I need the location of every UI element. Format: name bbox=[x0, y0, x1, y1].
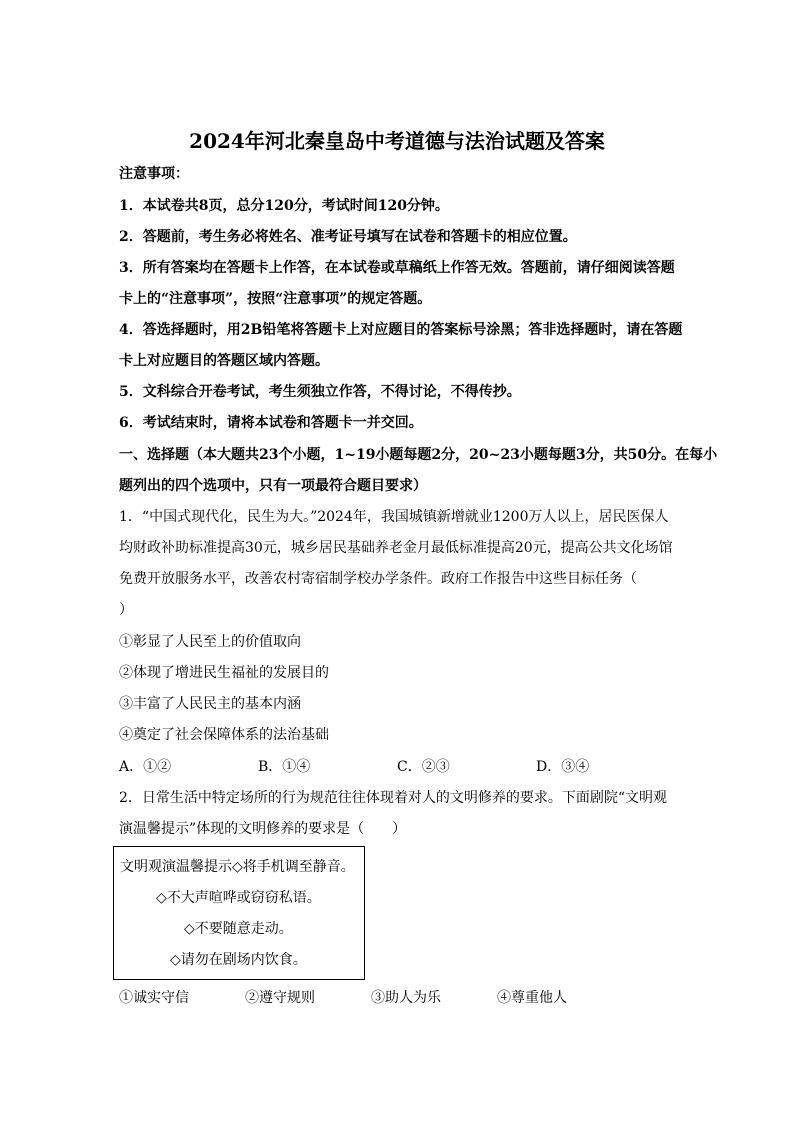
section-heading-cont: 题列出的四个选项中，只有一项最符合题目要求） bbox=[119, 478, 427, 494]
question-1-statement: ③丰富了人民民主的基本内涵 bbox=[119, 696, 301, 712]
question-1-text: ） bbox=[119, 602, 133, 618]
notice-heading: 注意事项： bbox=[119, 166, 189, 182]
notice-item: 2．答题前，考生务必将姓名、准考证号填写在试卷和答题卡的相应位置。 bbox=[119, 229, 577, 245]
notice-item: 1．本试卷共8页，总分120分，考试时间120分钟。 bbox=[119, 198, 449, 214]
notice-item: 卡上对应题目的答题区域内答题。 bbox=[119, 353, 329, 369]
question-1-statement: ①彰显了人民至上的价值取向 bbox=[119, 634, 301, 650]
notice-item: 6．考试结束时，请将本试卷和答题卡一并交回。 bbox=[119, 415, 423, 431]
notice-item: 5．文科综合开卷考试，考生须独立作答，不得讨论，不得传抄。 bbox=[119, 384, 521, 400]
question-1-text: 1．“中国式现代化，民生为大。”2024年，我国城镇新增就业1200万人以上，居民医保人 bbox=[119, 509, 669, 525]
theater-notice-line: ◇请勿在剧场内饮食。 bbox=[170, 952, 307, 968]
question-1-option-d: D．③④ bbox=[536, 759, 590, 775]
question-1-option-c: C．②③ bbox=[397, 759, 450, 775]
notice-item: 3．所有答案均在答题卡上作答，在本试卷或草稿纸上作答无效。答题前，请仔细阅读答题 bbox=[119, 260, 675, 276]
question-2-statement: ④尊重他人 bbox=[497, 990, 567, 1006]
page-title: 2024年河北秦皇岛中考道德与法治试题及答案 bbox=[189, 129, 605, 153]
question-2-text: 演温馨提示”体现的文明修养的要求是（ ） bbox=[119, 821, 407, 837]
question-1-statement: ②体现了增进民生福祉的发展目的 bbox=[119, 665, 329, 681]
question-1-text: 均财政补助标准提高30元，城乡居民基础养老金月最低标准提高20元，提高公共文化场馆 bbox=[119, 540, 673, 556]
theater-notice-line: ◇不要随意走动。 bbox=[184, 921, 293, 937]
theater-notice-line: 文明观演温馨提示◇将手机调至静音。 bbox=[120, 859, 355, 875]
theater-notice-box bbox=[113, 846, 365, 980]
question-2-statement: ③助人为乐 bbox=[371, 990, 441, 1006]
question-1-statement: ④奠定了社会保障体系的法治基础 bbox=[119, 727, 329, 743]
question-1-text: 免费开放服务水平，改善农村寄宿制学校办学条件。政府工作报告中这些目标任务（ bbox=[119, 571, 637, 587]
notice-item: 4．答选择题时，用2B铅笔将答题卡上对应题目的答案标号涂黑；答非选择题时，请在答题 bbox=[119, 322, 683, 338]
question-1-option-a: A．①② bbox=[119, 759, 172, 775]
question-2-statement: ②遵守规则 bbox=[245, 990, 315, 1006]
section-heading: 一、选择题（本大题共23个小题，1~19小题每题2分，20~23小题每题3分，共50分。在每小 bbox=[119, 447, 718, 463]
question-2-text: 2．日常生活中特定场所的行为规范往往体现着对人的文明修养的要求。下面剧院“文明观 bbox=[119, 790, 668, 806]
question-2-statement: ①诚实守信 bbox=[119, 990, 189, 1006]
question-1-option-b: B．①④ bbox=[258, 759, 311, 775]
theater-notice-line: ◇不大声喧哗或窃窃私语。 bbox=[156, 890, 321, 906]
notice-item: 卡上的“注意事项”，按照“注意事项”的规定答题。 bbox=[119, 291, 432, 307]
